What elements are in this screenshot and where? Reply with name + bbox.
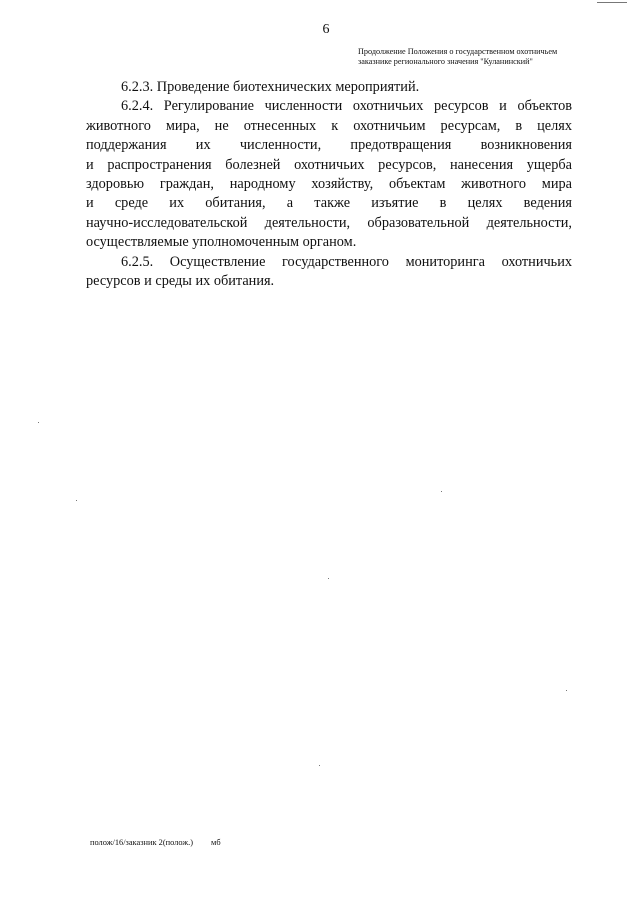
- footer-code: мб: [211, 838, 221, 847]
- paragraph-line: и распространения болезней охотничьих ресурсов, нанесения ущерба: [86, 156, 572, 173]
- paragraph-line: осуществляемые уполномоченным органом.: [86, 234, 357, 251]
- paragraph-line: научно-исследовательской деятельности, образовательной деятельности,: [86, 214, 572, 231]
- footer-file-ref: полож/16/заказник 2(полож.): [90, 838, 194, 847]
- document-body: [86, 78, 572, 291]
- running-header-line-2: заказнике регионального значения "Куланинский": [358, 57, 533, 66]
- scan-speck: [319, 765, 320, 766]
- footer-reference: [90, 838, 221, 847]
- scan-speck: [328, 578, 329, 579]
- paragraph-line: здоровью граждан, народному хозяйству, объектам животного мира: [86, 176, 572, 193]
- scan-speck: [76, 500, 77, 501]
- paragraph-line: ресурсов и среды их обитания.: [86, 273, 275, 290]
- scan-speck: [441, 491, 442, 492]
- paragraph-line: 6.2.5. Осуществление государственного мониторинга охотничьих: [121, 253, 572, 270]
- paragraph-line: 6.2.4. Регулирование численности охотничьих ресурсов и объектов: [121, 98, 572, 115]
- page-number: 6: [322, 22, 330, 37]
- paragraph-line: и среде их обитания, а также изъятие в целях ведения: [86, 195, 572, 212]
- paragraph-6-2-5: [86, 253, 572, 292]
- paragraph-6-2-3: [86, 78, 572, 97]
- scan-speck: [566, 690, 567, 691]
- scan-speck: [38, 422, 39, 423]
- paragraph-line: поддержания их численности, предотвращения возникновения: [86, 137, 572, 154]
- running-header: [358, 47, 598, 67]
- paragraph-line: 6.2.3. Проведение биотехнических мероприятий.: [121, 79, 420, 95]
- paragraph-line: животного мира, не отнесенных к охотничьим ресурсам, в целях: [86, 117, 572, 134]
- running-header-line-1: Продолжение Положения о государственном охотничьем: [358, 47, 558, 56]
- scan-speck: [597, 2, 627, 3]
- paragraph-6-2-4: [86, 97, 572, 252]
